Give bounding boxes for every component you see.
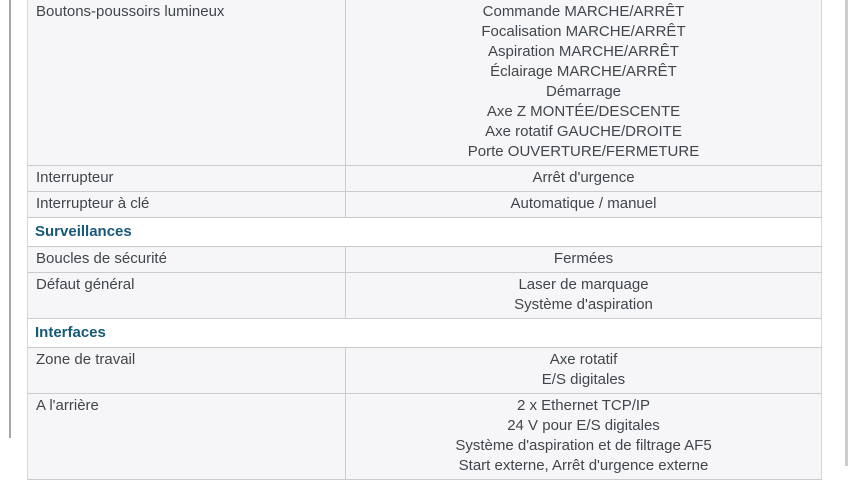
row-label: Zone de travail [28,348,346,394]
row-values [346,348,822,394]
value-line: 2 x Ethernet TCP/IP [516,397,651,414]
row-values [346,192,822,218]
spec-table [27,0,822,480]
table-row-interrupteur-cle [28,192,822,218]
row-values [346,0,822,166]
value-line: Start externe, Arrêt d'urgence externe [458,457,709,474]
value-line: Laser de marquage [518,276,649,293]
section-header-interfaces: Interfaces [28,319,822,348]
value-line: E/S digitales [541,371,626,388]
row-label: Interrupteur à clé [28,192,346,218]
value-line: Axe rotatif GAUCHE/DROITE [485,123,682,140]
value-line: Fermées [553,250,614,267]
value-line: Arrêt d'urgence [532,169,635,186]
value-line: 24 V pour E/S digitales [507,417,660,434]
page-left-rule [9,0,11,438]
section-row-interfaces [28,319,822,348]
value-line: Aspiration MARCHE/ARRÊT [488,43,679,60]
section-header-surveillances: Surveillances [28,218,822,247]
row-values [346,166,822,192]
row-label: Interrupteur [28,166,346,192]
section-row-surveillances [28,218,822,247]
row-label: Boucles de sécurité [28,247,346,273]
table-row-boutons [28,0,822,166]
value-line: Automatique / manuel [510,195,657,212]
row-values [346,273,822,319]
value-line: Démarrage [545,83,622,100]
value-line: Porte OUVERTURE/FERMETURE [467,143,700,160]
row-label: Boutons-poussoirs lumineux [28,0,346,166]
row-label: Défaut général [28,273,346,319]
value-line: Axe rotatif [549,351,618,368]
table-row-zone [28,348,822,394]
value-line: Axe Z MONTÉE/DESCENTE [486,103,681,120]
row-values [346,247,822,273]
row-values [346,394,822,480]
value-line: Commande MARCHE/ARRÊT [482,3,685,20]
table-row-defaut [28,273,822,319]
table-row-boucles [28,247,822,273]
scrollbar[interactable] [845,0,848,466]
table-row-interrupteur [28,166,822,192]
value-line: Système d'aspiration et de filtrage AF5 [455,437,712,454]
row-label: A l'arrière [28,394,346,480]
table-row-arriere [28,394,822,480]
value-line: Système d'aspiration [514,296,653,313]
value-line: Focalisation MARCHE/ARRÊT [481,23,686,40]
value-line: Éclairage MARCHE/ARRÊT [490,63,677,80]
